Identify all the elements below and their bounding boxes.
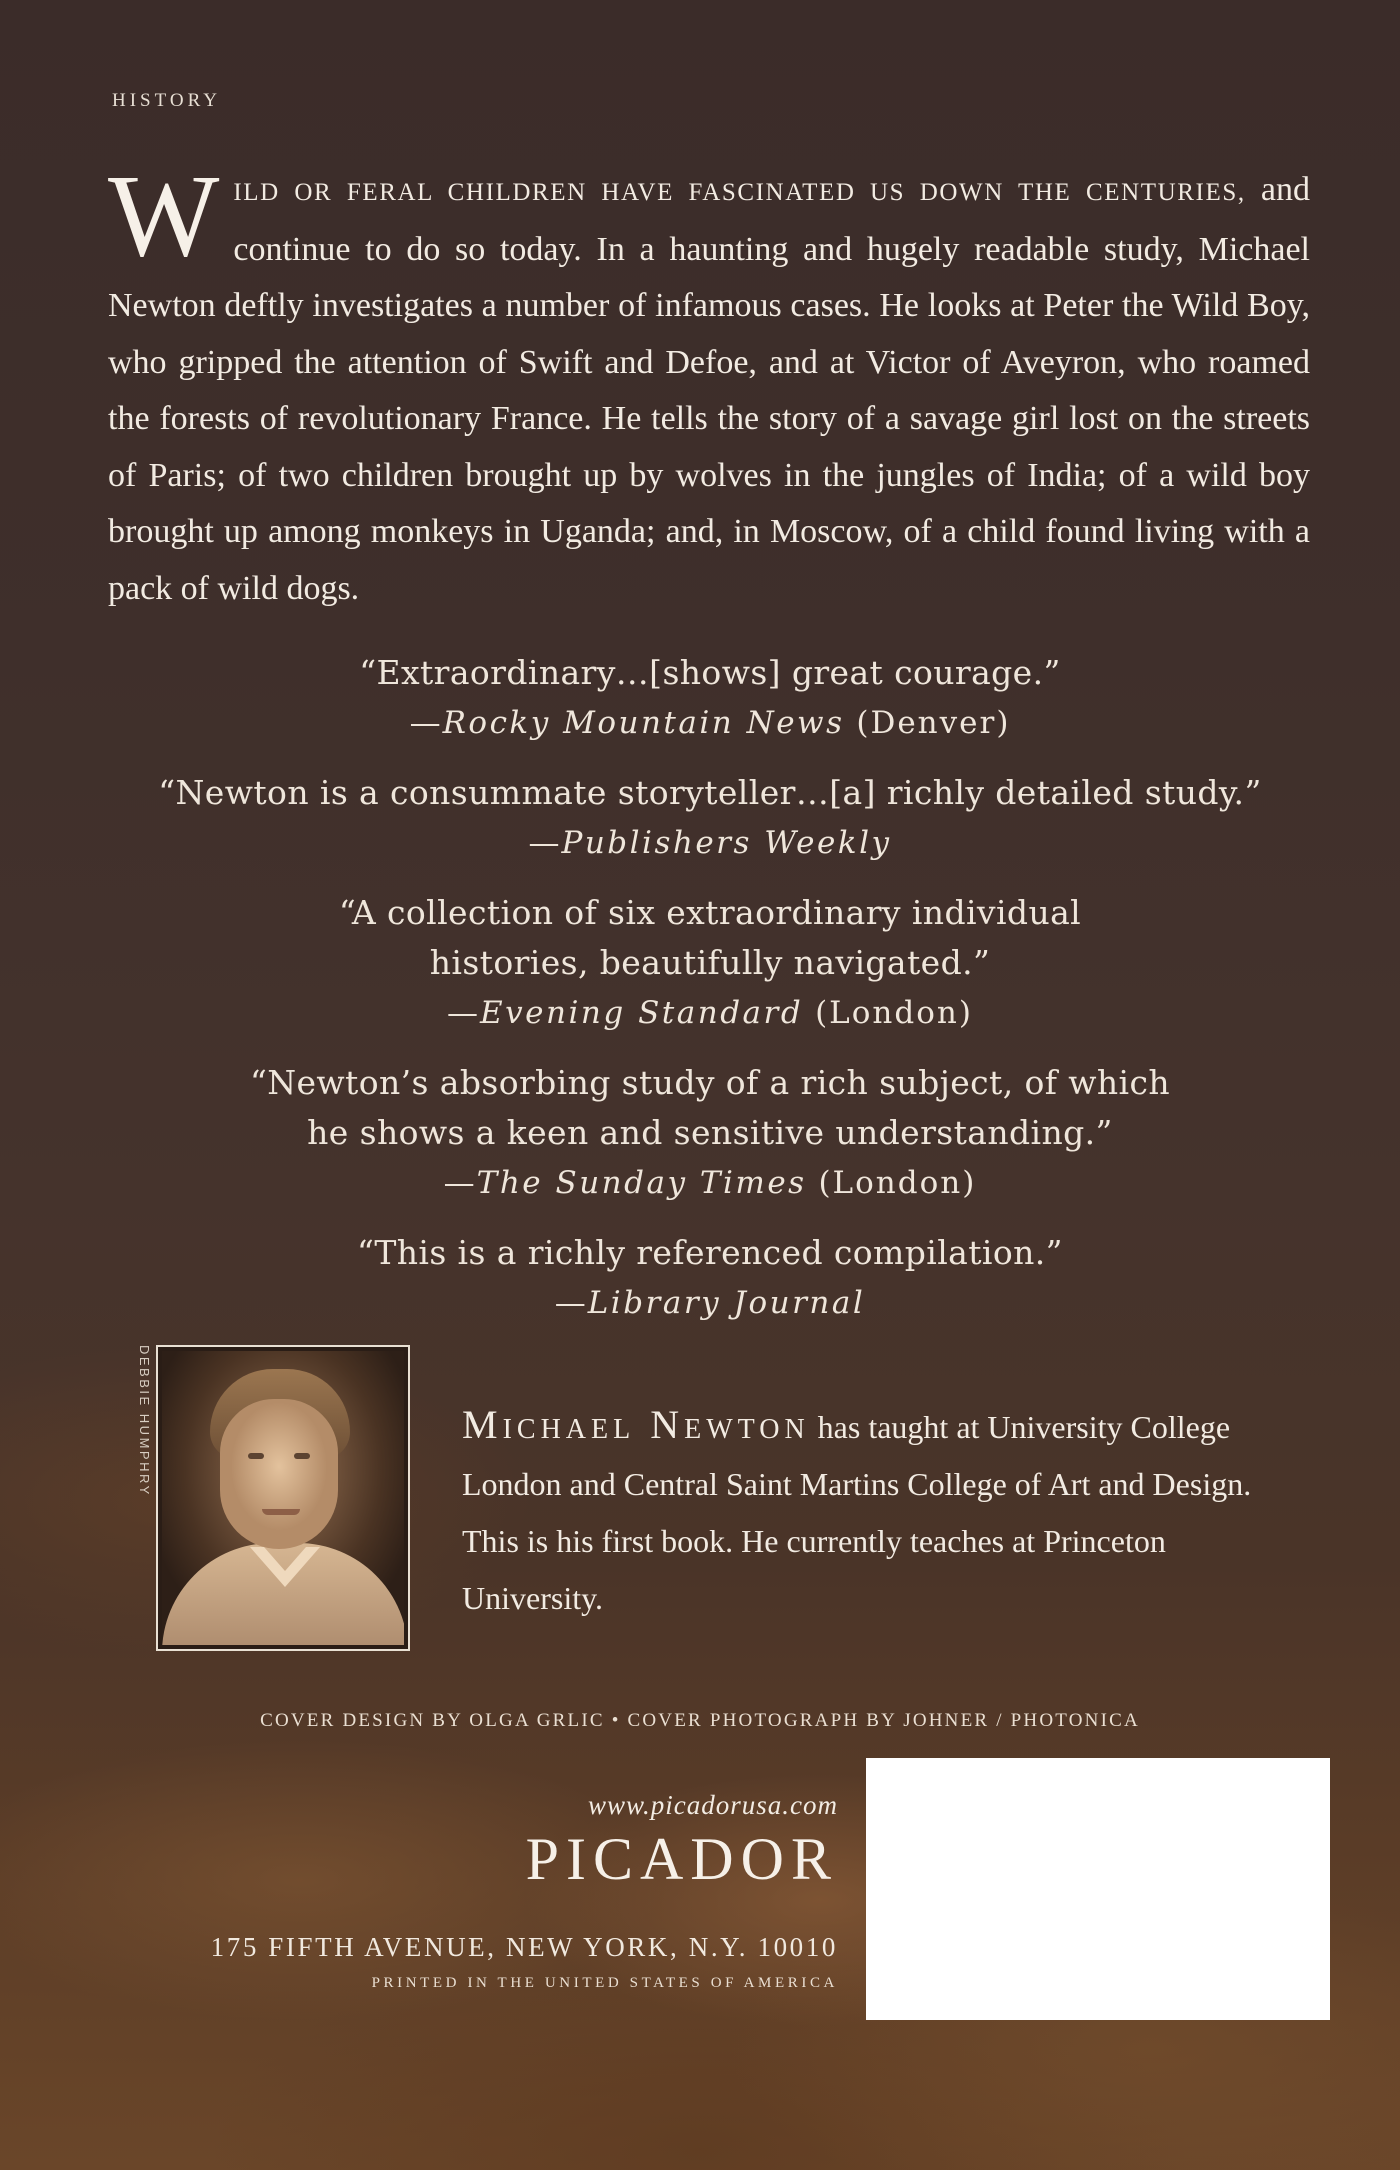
description-lead-in: ILD OR FERAL CHILDREN HAVE FASCINATED US DOWN THE CENTURIES, bbox=[233, 179, 1246, 206]
publication-location: (London) bbox=[818, 1165, 977, 1201]
genre-label: HISTORY bbox=[112, 90, 221, 111]
quote-text: “This is a richly referenced compilation.” bbox=[357, 1233, 1063, 1272]
portrait-eye bbox=[294, 1453, 310, 1459]
quote-text: histories, beautifully navigated.” bbox=[429, 943, 991, 982]
quote-source: —The Sunday Times (London) bbox=[443, 1165, 977, 1201]
publication-name: Library Journal bbox=[587, 1285, 866, 1321]
cover-credits: COVER DESIGN BY OLGA GRLIC • COVER PHOTOGRAPH BY JOHNER / PHOTONICA bbox=[260, 1710, 1140, 1731]
review-quote bbox=[140, 768, 1280, 868]
publication-name: The Sunday Times bbox=[476, 1165, 807, 1201]
barcode-area bbox=[866, 1758, 1330, 2020]
publisher-address: 175 FIFTH AVENUE, NEW YORK, N.Y. 10010 bbox=[210, 1932, 838, 1962]
author-bio-text: has taught at University College London and Central Saint Martins College of Art and Design. This is his first book. He currently teaches at Princeton University. bbox=[462, 1409, 1252, 1616]
printed-in-notice: PRINTED IN THE UNITED STATES OF AMERICA bbox=[371, 1975, 838, 1991]
review-quote bbox=[140, 888, 1280, 1038]
quote-text: “Extraordinary…[shows] great courage.” bbox=[359, 653, 1061, 692]
quote-text: “Newton is a consummate storyteller…[a] richly detailed study.” bbox=[158, 773, 1262, 812]
publication-location: (Denver) bbox=[856, 705, 1011, 741]
portrait-mouth bbox=[262, 1509, 300, 1515]
description-body: and continue to do so today. In a haunting and hugely readable study, Michael Newton deftly investigates a number of infamous cases. He looks at Peter the Wild Boy, who gripped the attention of Swift and Defoe, and at Victor of Aveyron, who roamed the forests of revolutionary France. He tells the story of a savage girl lost on the streets of Paris; of two children brought up by wolves in the jungles of India; of a wild boy brought up among monkeys in Uganda; and, in Moscow, of a child found living with a pack of wild dogs. bbox=[108, 171, 1310, 607]
quote-text: “A collection of six extraordinary individual bbox=[338, 893, 1082, 932]
portrait-face bbox=[220, 1399, 338, 1549]
quote-text: he shows a keen and sensitive understanding.” bbox=[307, 1113, 1113, 1152]
drop-cap: W bbox=[108, 150, 220, 281]
review-quotes bbox=[140, 648, 1280, 1348]
quote-source: —Evening Standard (London) bbox=[447, 995, 973, 1031]
review-quote bbox=[140, 1058, 1280, 1208]
book-description bbox=[108, 150, 1310, 617]
quote-source: —Library Journal bbox=[554, 1285, 866, 1321]
publisher-logo: PICADOR bbox=[525, 1826, 838, 1892]
publication-name: Publishers Weekly bbox=[561, 825, 892, 861]
author-portrait-image bbox=[162, 1351, 404, 1645]
portrait-body bbox=[162, 1543, 404, 1645]
quote-source: —Publishers Weekly bbox=[528, 825, 892, 861]
author-photo bbox=[156, 1345, 410, 1651]
quote-source: —Rocky Mountain News (Denver) bbox=[409, 705, 1011, 741]
quote-text: “Newton’s absorbing study of a rich subject, of which bbox=[249, 1063, 1171, 1102]
portrait-eye bbox=[248, 1453, 264, 1459]
review-quote bbox=[140, 648, 1280, 748]
publication-name: Evening Standard bbox=[480, 995, 804, 1031]
publication-name: Rocky Mountain News bbox=[442, 705, 845, 741]
author-bio bbox=[462, 1396, 1302, 1627]
publication-location: (London) bbox=[815, 995, 973, 1031]
photo-credit: DEBBIE HUMPHRY bbox=[137, 1345, 152, 1497]
review-quote bbox=[140, 1228, 1280, 1328]
publisher-website: www.picadorusa.com bbox=[587, 1790, 838, 1820]
author-name: Michael Newton bbox=[462, 1402, 810, 1447]
